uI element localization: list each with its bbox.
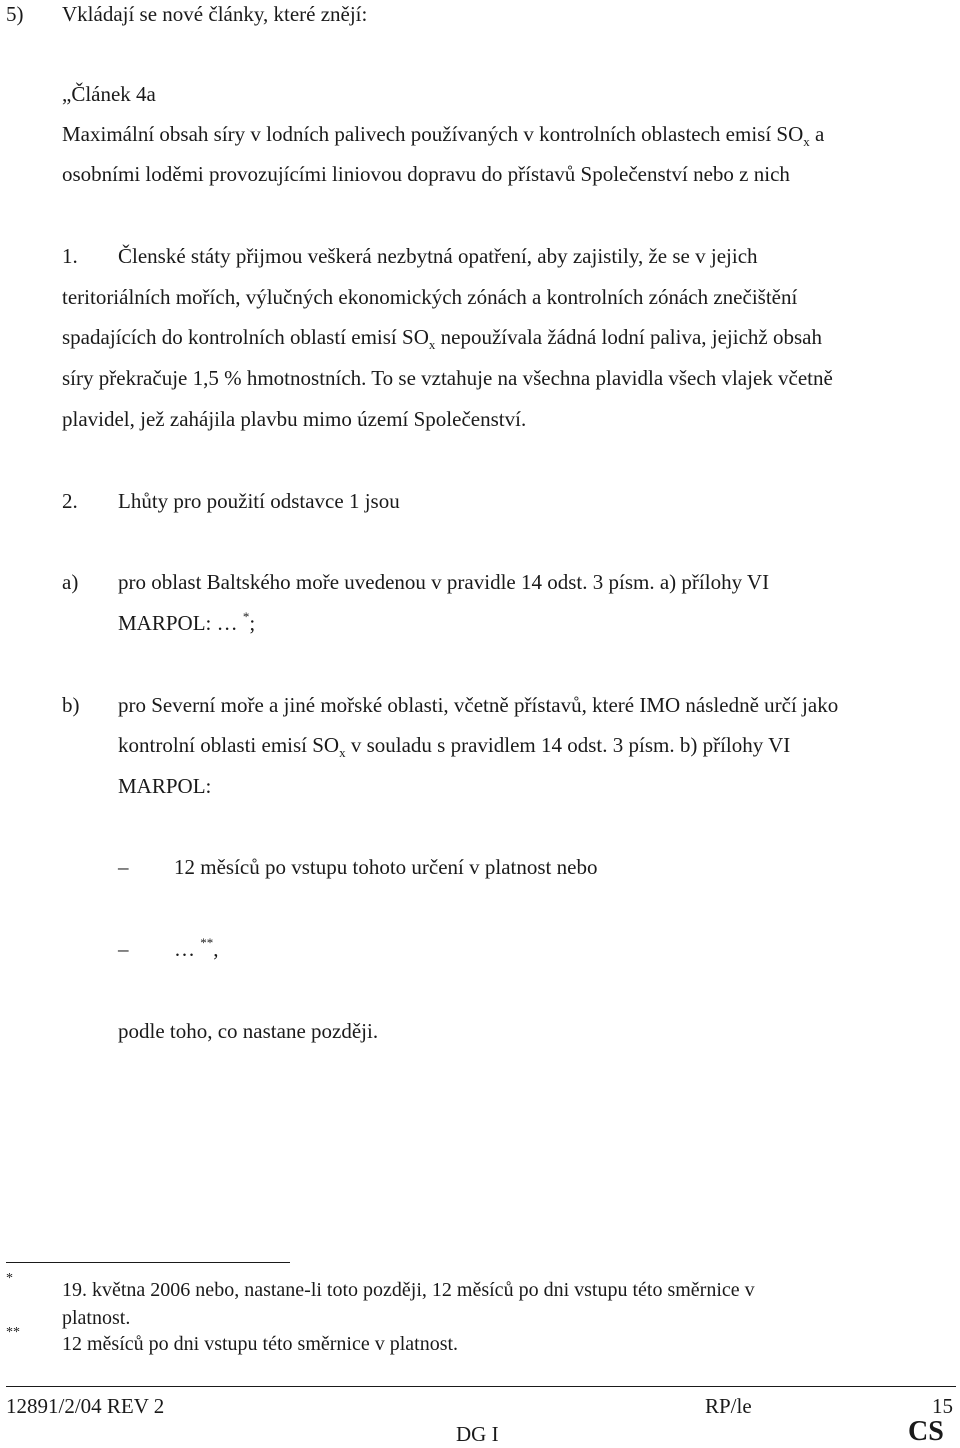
item-b-line3: MARPOL: xyxy=(118,774,212,798)
dash-2-marker: – xyxy=(118,937,129,961)
subscript-x: x xyxy=(428,337,436,352)
item-b-label: b) xyxy=(62,693,80,717)
footnote-ref-1: * xyxy=(242,609,250,624)
article-title-line1-a: Maximální obsah síry v lodních palivech používaných v kontrolních oblastech emisí SO xyxy=(62,122,804,146)
article-title-line1-b: a xyxy=(809,122,825,146)
footnote-1-mark: * xyxy=(6,1271,13,1286)
item-b-line1: pro Severní moře a jiné mořské oblasti, včetně přístavů, které IMO následně určí jako xyxy=(118,693,839,717)
dash-2-text xyxy=(174,935,219,961)
footer-initials: RP/le xyxy=(705,1394,752,1418)
item-b-line2-b: v souladu s pravidlem 14 odst. 3 písm. b) přílohy VI xyxy=(345,733,791,757)
article-title-line2: osobními loděmi provozujícími liniovou dopravu do přístavů Společenství nebo z nich xyxy=(62,162,790,186)
item-a-line2-b: ; xyxy=(249,611,256,635)
paragraph-1-line5: plavidel, jež zahájila plavbu mimo území Společenství. xyxy=(62,407,527,431)
dash-1-text: 12 měsíců po vstupu tohoto určení v platnost nebo xyxy=(174,855,598,879)
dash-1-marker: – xyxy=(118,855,129,879)
paragraph-1-line4: síry překračuje 1,5 % hmotnostních. To se vztahuje na všechna plavidla všech vlajek včetně xyxy=(62,366,833,390)
item-a-line1: pro oblast Baltského moře uvedenou v pravidle 14 odst. 3 písm. a) přílohy VI xyxy=(118,570,770,594)
paragraph-1-number: 1. xyxy=(62,244,78,268)
footnote-1-line2: platnost. xyxy=(62,1307,131,1329)
item-b-line2-a: kontrolní oblasti emisí SO xyxy=(118,733,340,757)
item-a-line2-a: MARPOL: … xyxy=(118,611,243,635)
subscript-x: x xyxy=(339,745,346,760)
subscript-x: x xyxy=(803,134,810,149)
item-text: Vkládají se nové články, které znějí: xyxy=(62,2,368,26)
footer-language: CS xyxy=(908,1416,944,1447)
paragraph-2-number: 2. xyxy=(62,489,78,513)
dash-2-text-b: , xyxy=(213,937,219,961)
item-a-label: a) xyxy=(62,570,79,594)
footnote-2-line1: 12 měsíců po dni vstupu této směrnice v platnost. xyxy=(62,1333,459,1355)
paragraph-1-line1: Členské státy přijmou veškerá nezbytná opatření, aby zajistily, že se v jejich xyxy=(118,244,758,268)
footer-doc-ref: 12891/2/04 REV 2 xyxy=(6,1394,165,1418)
closing-text: podle toho, co nastane později. xyxy=(118,1019,379,1043)
footnote-1-line1: 19. května 2006 nebo, nastane-li toto později, 12 měsíců po dni vstupu této směrnice v xyxy=(62,1279,755,1301)
footnote-2-mark: ** xyxy=(6,1325,20,1340)
article-title-line1 xyxy=(62,122,825,149)
paragraph-1-line3 xyxy=(62,325,822,352)
footnote-separator xyxy=(6,1262,290,1263)
dash-2-text-a: … xyxy=(174,937,201,961)
article-heading: „Článek 4a xyxy=(62,82,156,106)
item-b-line2 xyxy=(118,733,791,760)
item-a-line2 xyxy=(118,609,256,635)
footer-rule xyxy=(6,1386,956,1387)
paragraph-1-line3-b: nepoužívala žádná lodní paliva, jejichž obsah xyxy=(435,325,822,349)
footer-page-number: 15 xyxy=(932,1394,953,1418)
footnote-ref-2: ** xyxy=(200,935,214,950)
paragraph-1-line3-a: spadajících do kontrolních oblastí emisí SO xyxy=(62,325,429,349)
item-number: 5) xyxy=(6,2,24,26)
paragraph-2-text: Lhůty pro použití odstavce 1 jsou xyxy=(118,489,400,513)
paragraph-1-line2: teritoriálních mořích, výlučných ekonomických zónách a kontrolních zónách znečištění xyxy=(62,285,798,309)
footer-dg: DG I xyxy=(456,1422,499,1446)
